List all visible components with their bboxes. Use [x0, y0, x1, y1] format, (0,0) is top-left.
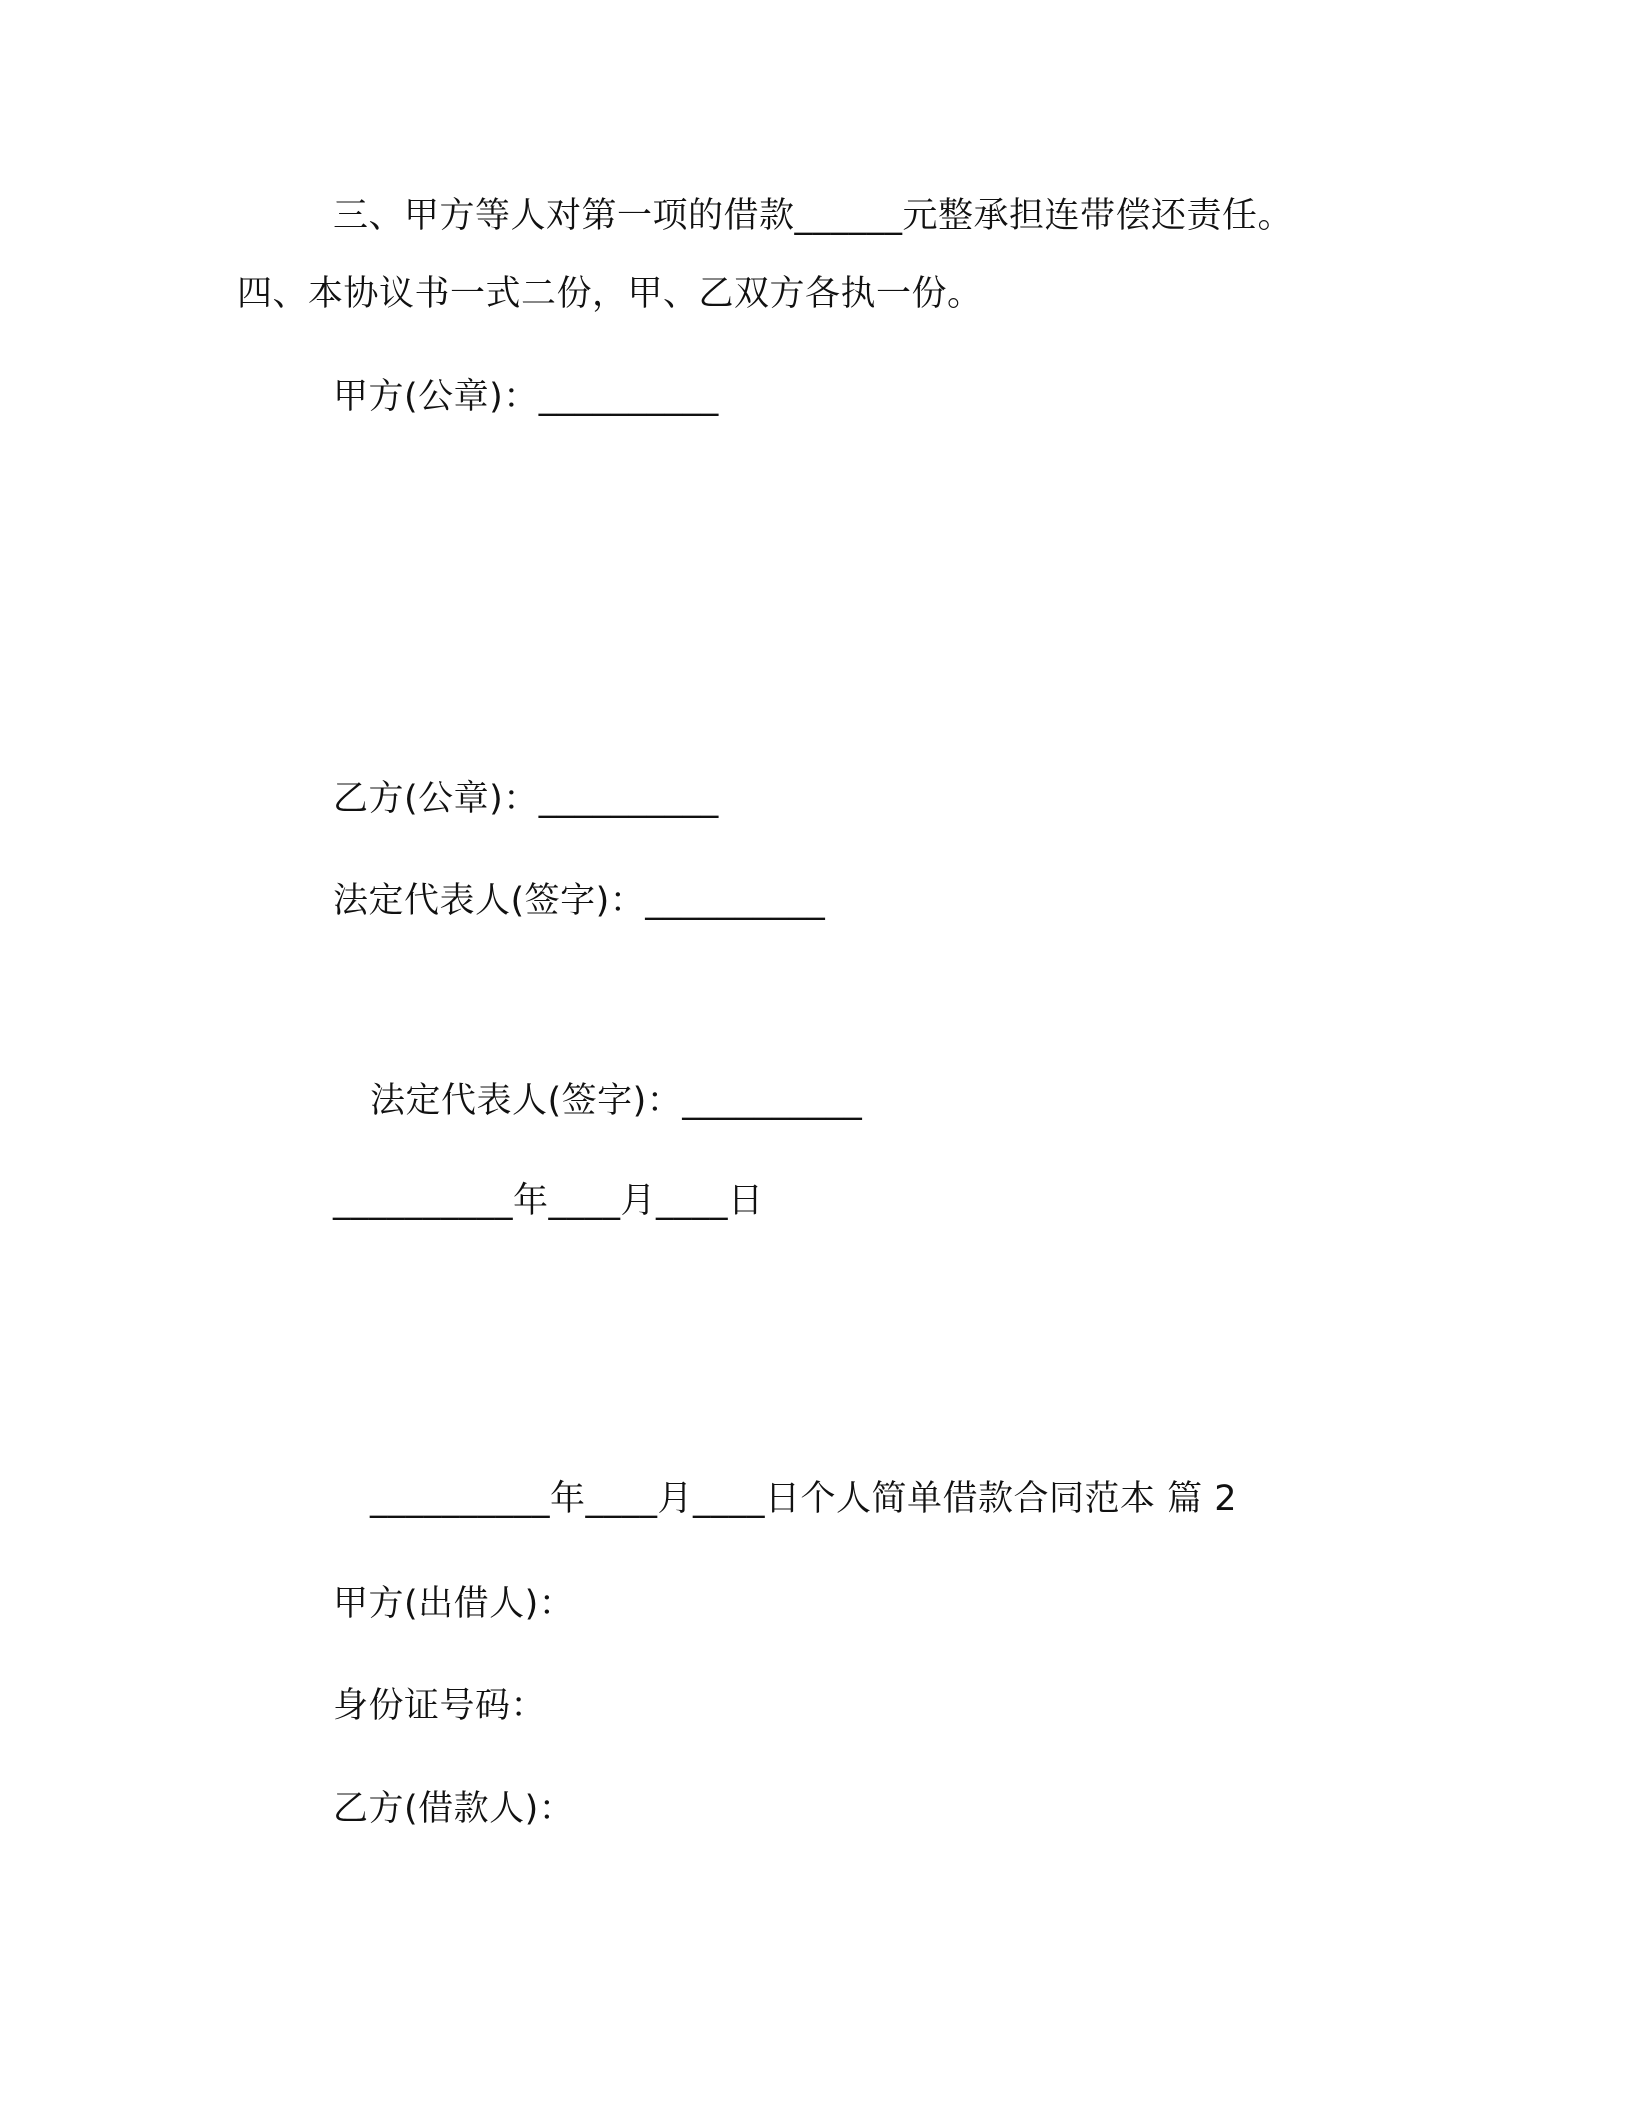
id-number-label: 身份证号码：: [333, 1686, 547, 1726]
legal-representative-signature-line-2: 法定代表人(签字)：__________: [370, 1081, 863, 1121]
lender-label: 甲方(出借人)：: [333, 1584, 575, 1624]
date-line: __________年____月____日: [333, 1181, 764, 1221]
legal-representative-signature-line: 法定代表人(签字)：__________: [333, 881, 826, 921]
section-heading-part-2: __________年____月____日个人简单借款合同范本 篇 2: [370, 1479, 1238, 1519]
clause-three: 三、甲方等人对第一项的借款______元整承担连带偿还责任。: [333, 196, 1294, 236]
party-b-seal-line: 乙方(公章)：__________: [333, 779, 719, 819]
borrower-label: 乙方(借款人)：: [333, 1789, 575, 1829]
party-a-seal-line: 甲方(公章)：__________: [333, 377, 719, 417]
clause-four: 四、本协议书一式二份，甲、乙双方各执一份。: [237, 274, 983, 314]
